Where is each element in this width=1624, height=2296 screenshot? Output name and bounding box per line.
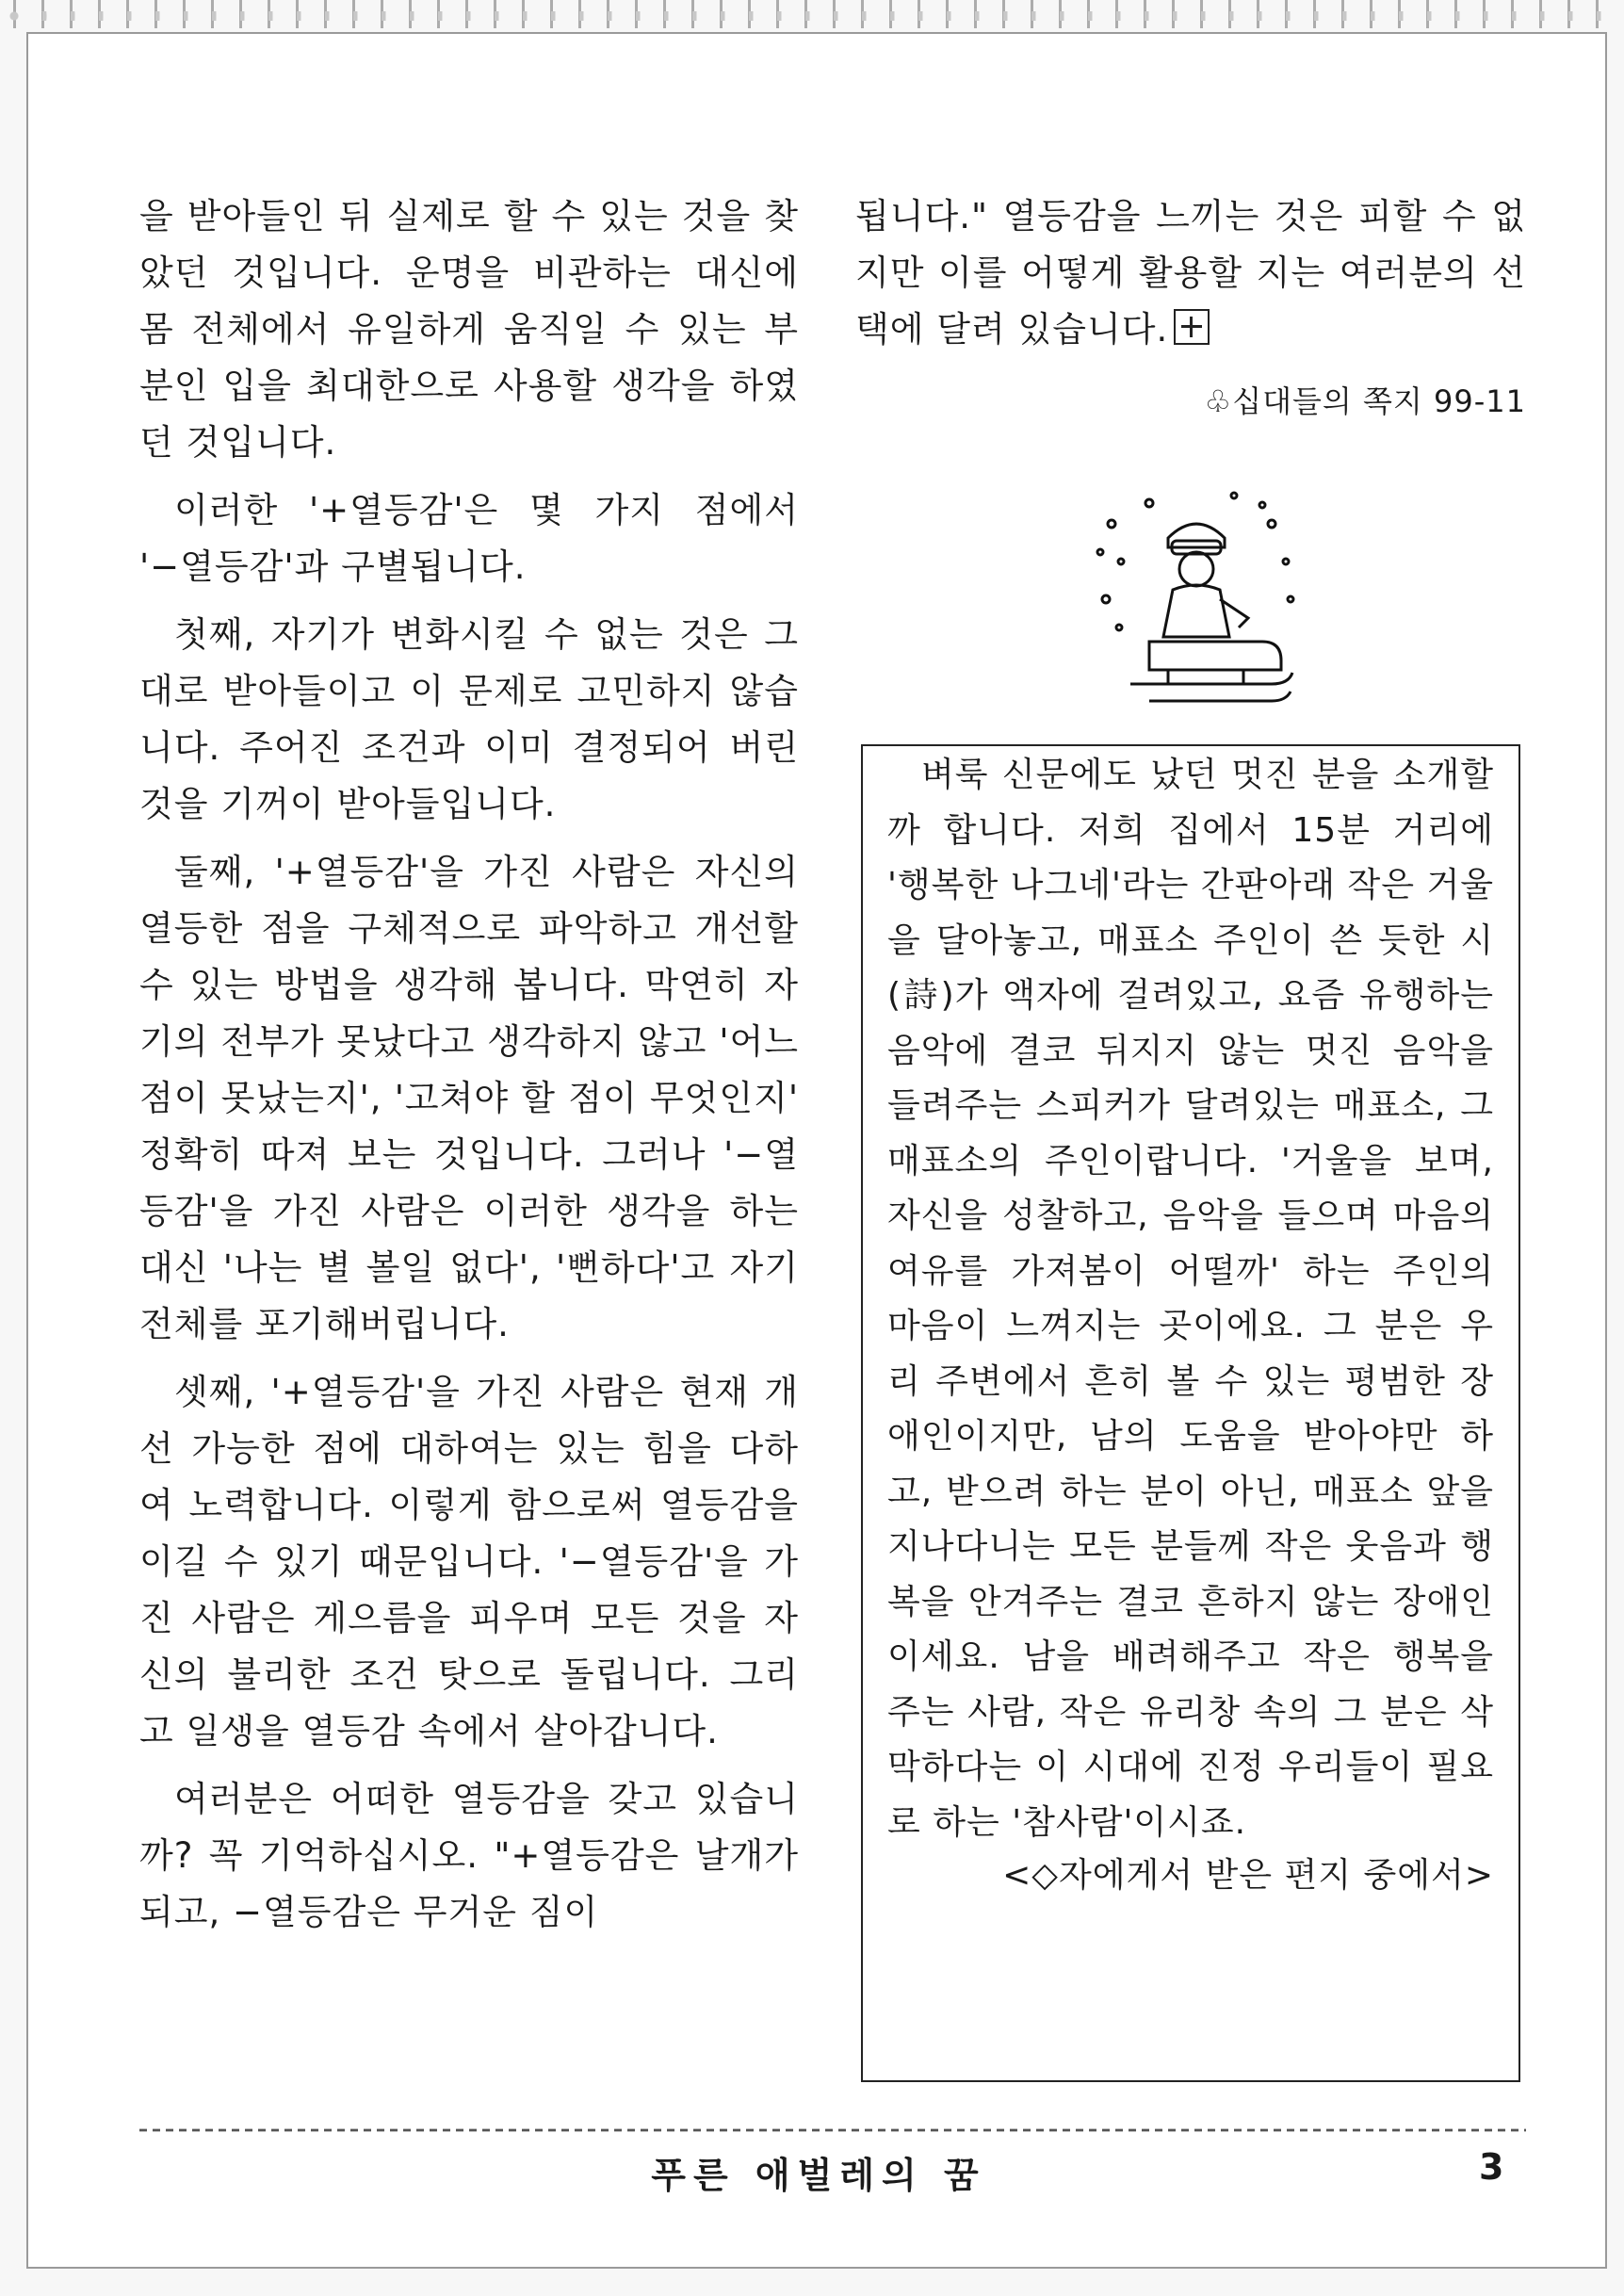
letter-box <box>861 744 1520 2082</box>
paragraph: 을 받아들인 뒤 실제로 할 수 있는 것을 찾았던 것입니다. 운명을 비관하는 대신에 몸 전체에서 유일하게 움직일 수 있는 부분인 입을 최대한으로 사용할 생각을 하였던 것입니다. <box>139 196 799 463</box>
snowmobile-rider-icon <box>1093 486 1300 712</box>
paragraph: 여러분은 어떠한 열등감을 갖고 있습니까? 꼭 기억하십시오. "+열등감은 날개가 되고, −열등감은 무거운 짐이 <box>139 1779 799 1932</box>
paragraph <box>855 188 1526 358</box>
footer-divider <box>139 2124 1526 2137</box>
paragraph: 첫째, 자기가 변화시킬 수 없는 것은 그대로 받아들이고 이 문제로 고민하지 않습니다. 주어진 조건과 이미 결정되어 버린 것을 기꺼이 받아들입니다. <box>139 614 799 824</box>
boxed-cross-end-icon <box>1174 309 1210 345</box>
letter-text: 벼룩 신문에도 났던 멋진 분을 소개할까 합니다. 저희 집에서 15분 거리에 '행복한 나그네'라는 간판아래 작은 거울을 달아놓고, 매표소 주인이 쓴 듯한 시(詩)가 액자에 걸려있고, 요즘 유행하는 음악에 결코 뒤지지 않는 멋진 음악을 들려주는 스피커가 달려있는 매표소, 그 매표소의 주인이랍니다. '거울을 보며, 자신을 성찰하고, 음악을 들으며 마음의 여유를 가져봄이 어떨까' 하는 주인의 마음이 느껴지는 곳이에요. 그 분은 우리 주변에서 흔히 볼 수 있는 평범한 장애인이지만, 남의 도움을 받아야만 하고, 받으려 하는 분이 아닌, 매표소 앞을 지나다니는 모든 분들께 작은 웃음과 행복을 안겨주는 결코 흔하지 않는 장애인이세요. 남을 배려해주고 작은 행복을 주는 사람, 작은 유리창 속의 그 분은 삭막하다는 이 시대에 진정 우리들이 필요로 하는 '참사람'이시죠. <box>887 756 1494 1842</box>
paragraph: 이러한 '+열등감'은 몇 가지 점에서 '−열등감'과 구별됩니다. <box>139 490 799 587</box>
paragraph-text: 됩니다." 열등감을 느끼는 것은 피할 수 없지만 이를 어떻게 활용할 지는 여러분의 선택에 달려 있습니다. <box>855 196 1526 350</box>
article-source: ♧십대들의 쪽지 99-11 <box>1204 383 1526 419</box>
document-page <box>26 32 1607 2269</box>
letter-source: <◇자에게서 받은 편지 중에서> <box>1002 1856 1494 1895</box>
paragraph: 둘째, '+열등감'을 가진 사람은 자신의 열등한 점을 구체적으로 파악하고 개선할 수 있는 방법을 생각해 봅니다. 막연히 자기의 전부가 못났다고 생각하지 않고 '어느 점이 못났는지', '고쳐야 할 점이 무엇인지' 정확히 따져 보는 것입니다. 그러나 '−열등감'을 가진 사람은 이러한 생각을 하는 대신 '나는 별 볼일 없다', '뻔하다'고 자기 전체를 포기해버립니다. <box>139 852 799 1344</box>
paragraph: 셋째, '+열등감'을 가진 사람은 현재 개선 가능한 점에 대하여는 있는 힘을 다하여 노력합니다. 이렇게 함으로써 열등감을 이길 수 있기 때문입니다. '−열등감'을 가진 사람은 게으름을 피우며 모든 것을 자신의 불리한 조건 탓으로 돌립니다. 그리고 일생을 열등감 속에서 살아갑니다. <box>139 1372 799 1751</box>
right-column-top <box>855 188 1526 430</box>
spiral-binding <box>0 0 1624 28</box>
publication-title: 푸른 애벌레의 꿈 <box>651 2155 986 2196</box>
page-number: 3 <box>1479 2146 1504 2188</box>
left-column <box>139 188 799 1952</box>
